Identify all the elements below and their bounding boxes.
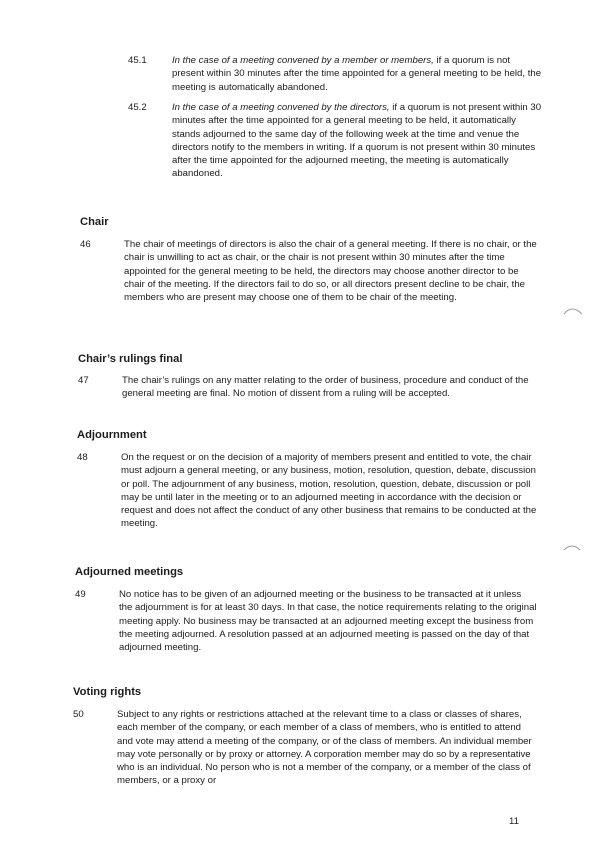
section-heading: Adjournment xyxy=(77,429,147,441)
section-number: 48 xyxy=(77,452,88,463)
section-number: 46 xyxy=(80,239,91,250)
scan-mark-icon xyxy=(560,300,590,330)
section-text: Subject to any rights or restrictions attached at the relevant time to a class or classes of shares, each member of the company, or each member of a class of members, who is entitled to attend and vote may attend a meeting of the company, or of the class of members. An individual member may vote personally or by proxy or attorney. A corporation member may do so by a representative who is an individual. No person who is not a member of the company, or a member of the class of members, or a proxy or xyxy=(117,709,532,787)
clause-body: if a quorum is not present within 30 minutes after the time appointed for a general meeting to be held, it automatically stands adjourned to the same day of the following week at the time and venue the directors notify to the members in writing. If a quorum is not present within 30 minutes after the time appointed for the adjourned meeting, the meeting is automatically abandoned. xyxy=(172,102,542,180)
section-heading: Chair xyxy=(80,216,109,228)
section-number: 49 xyxy=(75,589,86,600)
section-text: On the request or on the decision of a majority of members present and entitled to vote, the chair must adjourn a general meeting, or any business, motion, resolution, question, debate, discussion or poll. The adjournment of any business, motion, resolution, question, debate, discussion or poll may be until later in the meeting or to an adjourned meeting in accordance with the decision or request and does not affect the conduct of any other business that remains to be conducted at the meeting. xyxy=(121,452,537,530)
section-heading: Voting rights xyxy=(73,686,142,698)
clause-number: 45.1 xyxy=(128,55,147,66)
clause-body: if a quorum is not present within 30 minutes after the time appointed for a general meeting to be held, the meeting is automatically abandoned. xyxy=(172,55,542,93)
section-text: The chair’s rulings on any matter relating to the order of business, procedure and conduct of the general meeting are final. No motion of dissent from a ruling will be accepted. xyxy=(122,375,529,400)
clause-italic-lead: In the case of a meeting convened by a member or members, xyxy=(172,55,434,66)
section-number: 47 xyxy=(78,375,89,386)
section-heading: Adjourned meetings xyxy=(75,566,184,578)
section-heading: Chair’s rulings final xyxy=(78,353,183,365)
clause-italic-lead: In the case of a meeting convened by the directors, xyxy=(172,102,390,113)
section-text: No notice has to be given of an adjourned meeting or the business to be transacted at it unless the adjournment is for at least 30 days. In that case, the notice requirements relating to the original meeting apply. No business may be transacted at an adjourned meeting except the business from the meeting adjourned. A resolution passed at an adjourned meeting is passed on the day of that adjourned meeting. xyxy=(119,589,537,654)
section-text: The chair of meetings of directors is also the chair of a general meeting. If there is no chair, or the chair is unwilling to act as chair, or the chair is not present within 30 minutes after the time appointed for the general meeting to be held, the directors may choose another director to be chair of the meeting. If the directors fail to do so, or all directors present decline to be chair, the members who are present may choose one of them to be chair of the meeting. xyxy=(124,239,537,304)
page-number: 11 xyxy=(509,816,519,827)
clause-text xyxy=(172,54,542,94)
clause-number: 45.2 xyxy=(128,102,147,113)
scan-mark-icon xyxy=(560,538,590,568)
section-number: 50 xyxy=(73,709,84,720)
clause-text xyxy=(172,101,542,181)
